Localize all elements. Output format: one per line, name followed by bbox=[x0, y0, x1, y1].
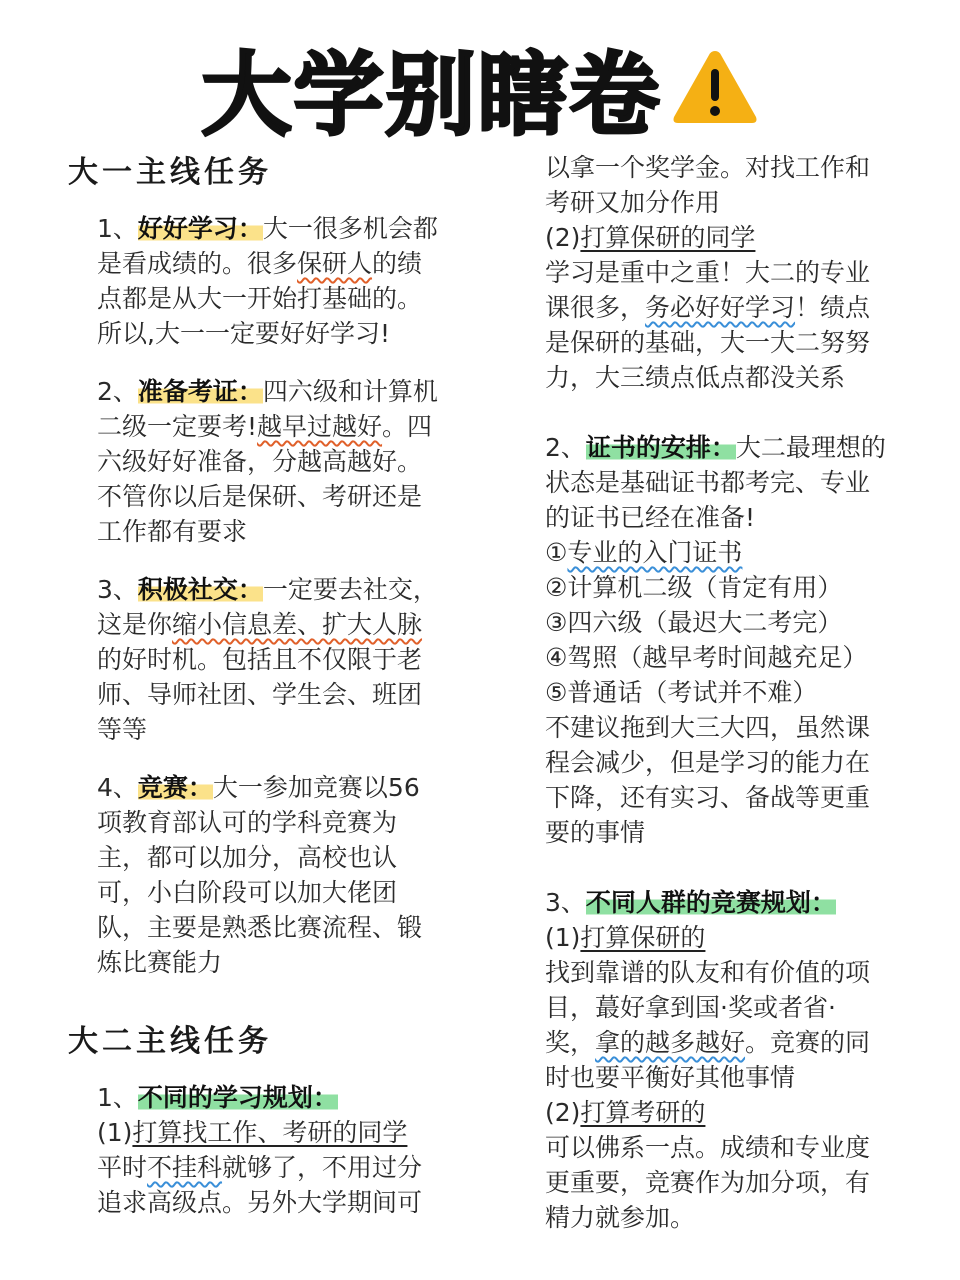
text-line bbox=[545, 815, 905, 850]
yellow-highlight: 积极社交： bbox=[137, 575, 263, 604]
paragraph bbox=[545, 430, 905, 850]
text-line bbox=[545, 360, 905, 395]
text-segment: 工作都有要求 bbox=[97, 517, 248, 546]
text-segment: 师、导师社团、学生会、班团 bbox=[97, 680, 423, 709]
text-segment: 的绩 bbox=[372, 249, 423, 278]
text-segment: 是保研的基础，大一大二努努 bbox=[545, 328, 871, 357]
text-segment: 主，都可以加分，高校也认 bbox=[97, 843, 398, 872]
title-text: 大学别瞎卷 bbox=[201, 43, 662, 148]
text-line bbox=[545, 780, 905, 815]
yellow-highlight: 准备考证： bbox=[137, 377, 263, 406]
text-line bbox=[545, 1200, 905, 1235]
text-segment: 二级一定要考! bbox=[97, 412, 258, 441]
text-line bbox=[97, 1150, 428, 1185]
text-segment: 课很多， bbox=[545, 293, 646, 322]
text-line bbox=[97, 1185, 428, 1220]
text-line bbox=[545, 220, 905, 255]
blue-wavy-underline: 务必好好学习 bbox=[645, 293, 796, 322]
text-line bbox=[545, 1060, 905, 1095]
text-line bbox=[545, 710, 905, 745]
text-line bbox=[97, 945, 428, 980]
text-segment: 目，蕞好拿到国·奖或者省· bbox=[545, 993, 836, 1022]
paragraph bbox=[68, 572, 438, 747]
text-segment: 。四 bbox=[382, 412, 433, 441]
text-line bbox=[545, 150, 905, 185]
text-line bbox=[545, 955, 905, 990]
warning-icon bbox=[671, 47, 759, 127]
text-segment: (1) bbox=[545, 923, 581, 952]
text-segment: 六级好好准备，分越高越好。 bbox=[97, 447, 423, 476]
text-line bbox=[545, 745, 905, 780]
text-segment: 就够了，不用过分 bbox=[222, 1153, 423, 1182]
paragraph bbox=[68, 211, 438, 351]
text-segment: ① bbox=[545, 538, 568, 567]
text-segment: 不管你以后是保研、考研还是 bbox=[97, 482, 423, 511]
blue-wavy-underline: 专业的入门证书 bbox=[567, 538, 743, 567]
text-line bbox=[97, 805, 428, 840]
text-line bbox=[97, 444, 428, 479]
text-segment: 这是你 bbox=[97, 610, 173, 639]
section-heading: 大一主线任务 bbox=[68, 155, 272, 190]
text-segment: 不建议拖到大三大四，虽然课 bbox=[545, 713, 871, 742]
text-segment: 平时 bbox=[97, 1153, 148, 1182]
text-line bbox=[97, 211, 438, 246]
paragraph bbox=[68, 374, 438, 549]
green-highlight: 不同人群的竞赛规划： bbox=[585, 888, 836, 917]
green-highlight: 证书的安排： bbox=[585, 433, 736, 462]
text-segment: 项教育部认可的学科竞赛为 bbox=[97, 808, 398, 837]
text-line bbox=[97, 316, 428, 351]
text-segment: 的证书已经在准备! bbox=[545, 503, 756, 532]
text-segment: 下降，还有实习、备战等更重 bbox=[545, 783, 871, 812]
text-segment: 2、 bbox=[97, 377, 138, 406]
text-line bbox=[97, 607, 428, 642]
text-segment: ⑤普通话（考试并不难） bbox=[545, 678, 818, 707]
text-line bbox=[97, 514, 428, 549]
text-line bbox=[97, 712, 428, 747]
text-segment: 大一很多机会都 bbox=[262, 214, 438, 243]
text-line bbox=[545, 1025, 905, 1060]
left-column bbox=[68, 155, 438, 1220]
text-line bbox=[545, 1130, 905, 1165]
text-segment: ④驾照（越早考时间越充足） bbox=[545, 643, 868, 672]
text-line bbox=[545, 640, 905, 675]
paragraph bbox=[545, 885, 905, 1235]
text-line bbox=[545, 570, 905, 605]
text-line bbox=[545, 325, 905, 360]
text-segment: 以拿一个奖学金。对找工作和 bbox=[545, 153, 871, 182]
yellow-highlight: 竞赛： bbox=[137, 773, 213, 802]
text-segment: 所以,大一一定要好好学习! bbox=[97, 319, 390, 348]
text-segment: 精力就参加。 bbox=[545, 1203, 696, 1232]
text-segment: 炼比赛能力 bbox=[97, 948, 223, 977]
text-line bbox=[545, 430, 905, 465]
text-segment: 1、 bbox=[97, 1083, 138, 1112]
text-line bbox=[97, 1080, 428, 1115]
text-line bbox=[97, 479, 428, 514]
text-line bbox=[97, 281, 428, 316]
orange-wavy-underline: 越早过越好 bbox=[257, 412, 383, 441]
text-line bbox=[97, 1115, 428, 1150]
paragraph bbox=[68, 1080, 428, 1220]
text-segment: 追求高级点。另外大学期间可 bbox=[97, 1188, 423, 1217]
text-segment: 奖， bbox=[545, 1028, 596, 1057]
text-segment: 更重要，竞赛作为加分项，有 bbox=[545, 1168, 871, 1197]
text-segment: 要的事情 bbox=[545, 818, 646, 847]
paragraph bbox=[68, 770, 428, 980]
text-line bbox=[97, 572, 438, 607]
text-line bbox=[97, 409, 433, 444]
text-segment: 学习是重中之重！大二的专业 bbox=[545, 258, 871, 287]
text-segment: 程会减少，但是学习的能力在 bbox=[545, 748, 871, 777]
underlined-text: 打算考研的 bbox=[580, 1098, 706, 1127]
underlined-text: 打算保研的 bbox=[580, 923, 706, 952]
text-segment: 3、 bbox=[97, 575, 138, 604]
page-title bbox=[0, 22, 960, 148]
underlined-text: 打算保研的同学 bbox=[580, 223, 756, 252]
text-line bbox=[545, 500, 905, 535]
text-segment: 力，大三绩点低点都没关系 bbox=[545, 363, 846, 392]
text-line bbox=[545, 465, 905, 500]
text-segment: 的好时机。包括且不仅限于老 bbox=[97, 645, 423, 674]
text-line bbox=[97, 770, 428, 805]
text-segment: 队，主要是熟悉比赛流程、锻 bbox=[97, 913, 423, 942]
text-line bbox=[97, 875, 428, 910]
text-line bbox=[545, 185, 905, 220]
text-line bbox=[97, 642, 428, 677]
text-segment: 4、 bbox=[97, 773, 138, 802]
text-segment: 可以佛系一点。成绩和专业度 bbox=[545, 1133, 871, 1162]
section-heading: 大二主线任务 bbox=[68, 1024, 272, 1059]
text-segment: 可，小白阶段可以加大佬团 bbox=[97, 878, 398, 907]
text-line bbox=[545, 920, 905, 955]
text-line bbox=[545, 1165, 905, 1200]
right-column bbox=[545, 150, 905, 1235]
underlined-text: 打算找工作、考研的同学 bbox=[132, 1118, 408, 1147]
text-segment: (2) bbox=[545, 1098, 581, 1127]
text-line bbox=[97, 677, 428, 712]
text-segment: 大二最理想的 bbox=[735, 433, 886, 462]
text-segment: 1、 bbox=[97, 214, 138, 243]
text-line bbox=[545, 675, 905, 710]
text-line bbox=[97, 374, 438, 409]
text-segment: 状态是基础证书都考完、专业 bbox=[545, 468, 871, 497]
text-segment: 是看成绩的。很多 bbox=[97, 249, 298, 278]
text-segment: 考研又加分作用 bbox=[545, 188, 721, 217]
text-segment: 等等 bbox=[97, 715, 148, 744]
text-line bbox=[545, 1095, 905, 1130]
text-segment: (2) bbox=[545, 223, 581, 252]
text-segment: 找到靠谱的队友和有价值的项 bbox=[545, 958, 871, 987]
text-segment: 四六级和计算机 bbox=[262, 377, 438, 406]
text-segment: 点都是从大一开始打基础的。 bbox=[97, 284, 423, 313]
text-line bbox=[545, 535, 905, 570]
text-segment: 时也要平衡好其他事情 bbox=[545, 1063, 796, 1092]
green-highlight: 不同的学习规划： bbox=[137, 1083, 338, 1112]
text-segment: 3、 bbox=[545, 888, 586, 917]
blue-wavy-underline: 不挂科 bbox=[147, 1153, 223, 1182]
orange-wavy-underline: 保研人 bbox=[297, 249, 373, 278]
text-segment: (1) bbox=[97, 1118, 133, 1147]
yellow-highlight: 好好学习： bbox=[137, 214, 263, 243]
text-line bbox=[97, 910, 428, 945]
text-segment: ③四六级（最迟大二考完） bbox=[545, 608, 843, 637]
text-segment: ②计算机二级（肯定有用） bbox=[545, 573, 843, 602]
text-line bbox=[545, 885, 905, 920]
text-segment: ！绩点 bbox=[795, 293, 871, 322]
text-line bbox=[545, 605, 905, 640]
text-line bbox=[97, 840, 428, 875]
text-line bbox=[545, 255, 905, 290]
text-line bbox=[97, 246, 428, 281]
text-segment: 。竞赛的同 bbox=[745, 1028, 871, 1057]
text-line bbox=[545, 990, 905, 1025]
blue-wavy-underline: 拿的越多越好 bbox=[595, 1028, 746, 1057]
text-segment: 一定要去社交， bbox=[262, 575, 438, 604]
text-segment: 大一参加竞赛以56 bbox=[212, 773, 420, 802]
orange-wavy-underline: 缩小信息差、扩大人脉 bbox=[172, 610, 423, 639]
paragraph bbox=[545, 150, 905, 395]
text-line bbox=[545, 290, 905, 325]
text-segment: 2、 bbox=[545, 433, 586, 462]
